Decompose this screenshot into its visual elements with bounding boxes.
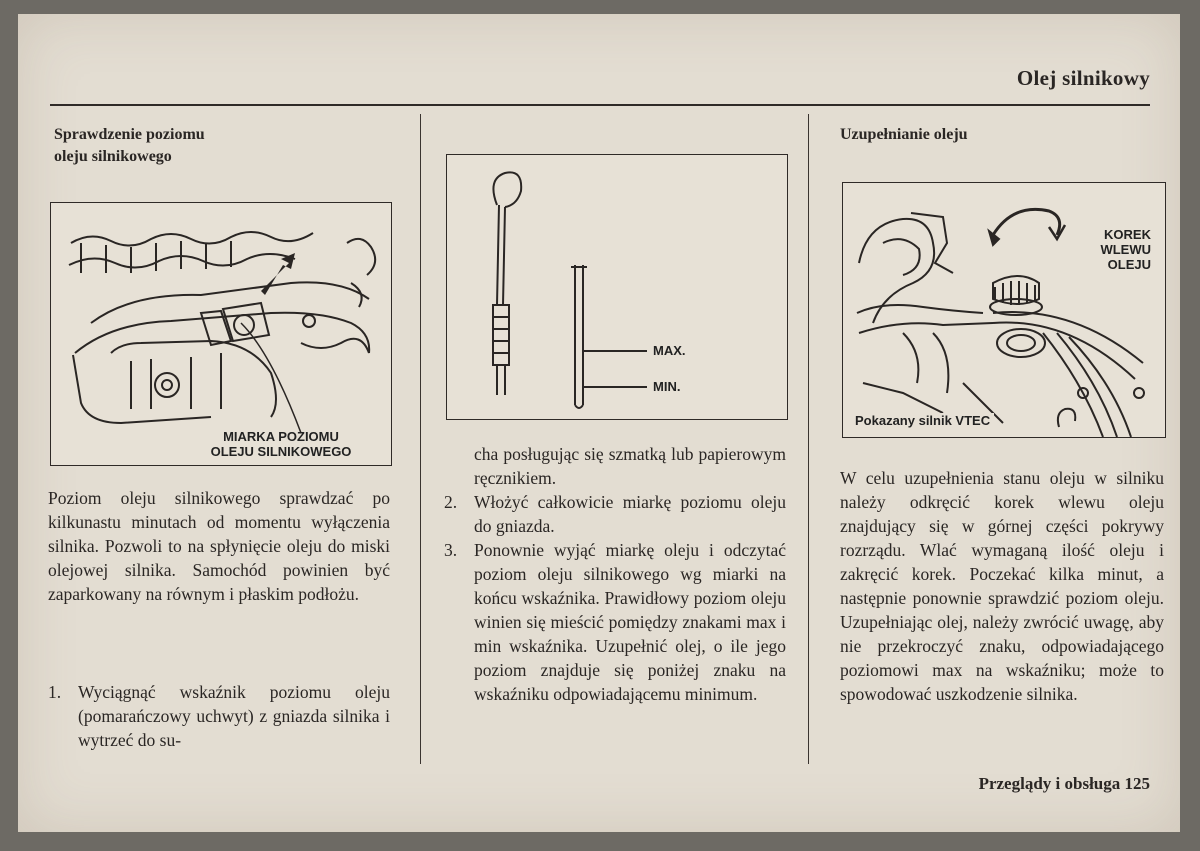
step-text: Włożyć całkowicie miarkę poziomu oleju do gniazda. (474, 492, 786, 536)
step-number: 2. (444, 492, 458, 512)
list-item (48, 680, 390, 752)
manual-page (18, 14, 1180, 832)
page-footer: Przeglądy i obsługa 125 (978, 774, 1150, 793)
section-title-line: oleju silnikowego (54, 148, 172, 165)
figure-caption (181, 429, 381, 459)
list-item (444, 538, 786, 706)
max-mark-label: MAX. (653, 343, 686, 358)
step-text: Wyciągnąć wskaźnik poziomu oleju (pomarańczowy uchwyt) z gniazda silnika i wytrzeć do su- (78, 682, 390, 750)
section-title-refill-oil: Uzupełnianie oleju (840, 126, 968, 143)
oil-cap-label-line: OLEJU (1107, 257, 1151, 272)
oil-cap-label (1071, 227, 1151, 272)
step-number: 3. (444, 540, 458, 560)
check-oil-paragraph (48, 486, 390, 606)
header-divider (50, 104, 1150, 106)
engine-dipstick-figure (50, 202, 392, 466)
section-title-line: Sprawdzenie poziomu (54, 126, 205, 143)
steps-list-left (48, 680, 390, 752)
min-mark-label: MIN. (653, 379, 681, 394)
step-number: 1. (48, 682, 62, 702)
oil-cap-illustration (843, 183, 1165, 437)
oil-cap-label-line: WLEWU (1100, 242, 1151, 257)
step1-continuation (474, 442, 786, 490)
paragraph-text: cha posługując się szmatką lub papierowym ręcznikiem. (474, 444, 786, 488)
section-title-check-oil (54, 124, 205, 168)
column-divider-right (808, 114, 809, 764)
paragraph-text: Poziom oleju silnikowego sprawdzać po kilkunastu minutach od momentu wyłączenia silnika. Pozwoli to na spłynięcie oleju do miski olejowej silnika. Samochód powinien być zaparkowany na równym i płaskim podłożu. (48, 488, 390, 604)
step-text: Ponownie wyjąć miarkę oleju i odczytać poziom oleju silnikowego wg miarki na końcu wskaźnika. Prawidłowy poziom oleju winien się mieścić pomiędzy znakami max i min wskaźnika. Uzupełnić olej, o ile jego poziom znajduje się poniżej znaku na wskaźniku odpowiadającemu minimum. (474, 540, 786, 704)
dipstick-illustration (447, 155, 787, 419)
refill-oil-paragraph (840, 466, 1164, 706)
oil-cap-figure (842, 182, 1166, 438)
dipstick-figure (446, 154, 788, 420)
figure-caption: Pokazany silnik VTEC (851, 413, 994, 428)
steps-list-middle (444, 490, 786, 706)
column-divider-left (420, 114, 421, 764)
engine-illustration (51, 203, 391, 465)
figure-caption-line: OLEJU SILNIKOWEGO (210, 444, 352, 459)
list-item (444, 490, 786, 538)
figure-caption-line: MIARKA POZIOMU (223, 429, 339, 444)
paragraph-text: W celu uzupełnienia stanu oleju w silniku należy odkręcić korek wlewu oleju znajdujący się w górnej części pokrywy rozrządu. Wlać wymaganą ilość oleju i zakręcić korek. Poczekać kilka minut, a następnie ponownie sprawdzić poziom oleju. Uzupełniając olej, należy zwrócić uwagę, aby nie przekroczyć znaku, odpowiadającego poziomowi max na wskaźniku; może to spowodować uszkodzenie silnika. (840, 468, 1164, 704)
page-title: Olej silnikowy (1016, 66, 1150, 90)
oil-cap-label-line: KOREK (1104, 227, 1151, 242)
